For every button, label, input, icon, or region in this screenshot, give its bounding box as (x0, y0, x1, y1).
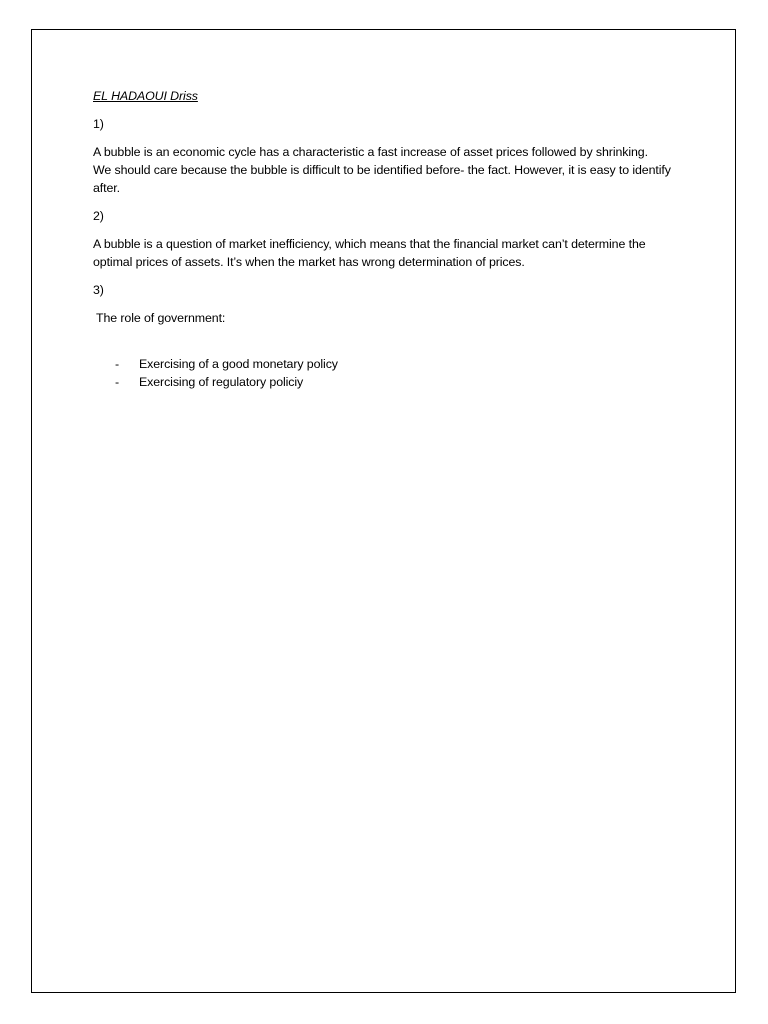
list-item (93, 355, 683, 373)
bullet-dash: - (115, 375, 120, 389)
answer-3-bullet-list (93, 355, 683, 391)
list-item (93, 373, 683, 391)
answer-1-paragraph-2: We should care because the bubble is difficult to be identified before- the fact. However, it is easy to identify after. (93, 163, 671, 195)
author-name: EL HADAOUI Driss (93, 89, 198, 103)
document-body (93, 87, 683, 391)
bullet-dash: - (115, 357, 120, 371)
list-item-text: Exercising of a good monetary policy (139, 357, 338, 371)
question-number-3: 3) (93, 283, 104, 297)
question-number-2: 2) (93, 209, 104, 223)
list-item-text: Exercising of regulatory policiy (139, 375, 304, 389)
answer-1 (93, 143, 683, 197)
answer-1-paragraph-1: A bubble is an economic cycle has a characteristic a fast increase of asset prices followed by shrinking. (93, 145, 648, 159)
answer-2-paragraph-1: A bubble is a question of market inefficiency, which means that the financial market can’t determine the optimal prices of assets. It’s when the market has wrong determination of prices. (93, 237, 646, 269)
question-number-1: 1) (93, 117, 104, 131)
answer-3-heading: The role of government: (96, 311, 226, 325)
